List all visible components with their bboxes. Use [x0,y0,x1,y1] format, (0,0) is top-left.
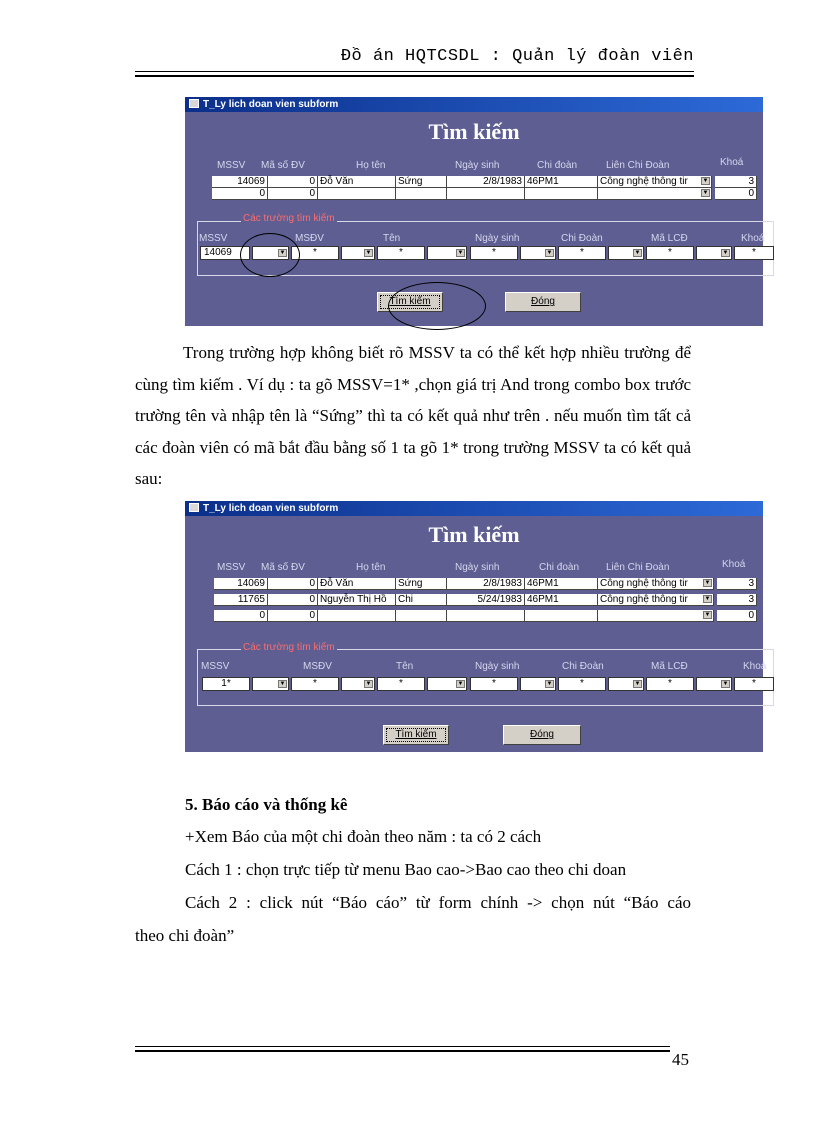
cell-chidoan[interactable]: 46PM1 [525,176,598,188]
section-line-3: Cách 2 : click nút “Báo cáo” từ form chính -> chọn nút “Báo cáo [185,893,691,912]
cell-lcd[interactable] [598,176,712,188]
cell-ngaysinh[interactable]: 2/8/1983 [447,578,525,590]
search-input-ngaysinh[interactable]: * [470,677,518,691]
cell-lcd[interactable] [598,578,714,590]
search-input-khoa[interactable]: * [734,246,774,260]
search-button[interactable]: Tìm kiếm [377,292,443,312]
search-input-mssv[interactable]: 1* [202,677,250,691]
search-combo-6[interactable] [696,246,732,260]
search-label-khoa: Khoá [741,233,765,244]
cell-mssv[interactable]: 11765 [214,594,268,606]
search-label-mssv: MSSV [201,661,230,672]
search-button[interactable]: Tìm kiếm [383,725,449,745]
paragraph-1: Trong trường hợp không biết rõ MSSV ta có thể kết hợp nhiều trường để cùng tìm kiếm . Ví dụ : ta gõ MSSV=1* ,chọn giá trị And trong combo box trước trường tên và nhập tên là “Sứng” thì ta có kết quả như trên . nếu muốn tìm tất cả các đoàn viên có mã bắt đầu bằng số 1 ta gõ 1* trong trường MSSV ta có kết quả sau: [135,343,691,488]
chevron-down-icon[interactable]: ▼ [546,250,553,256]
header-rule-2 [135,75,694,77]
search-label-chidoan: Chi Đoàn [561,233,603,244]
page-header-title: Đồ án HQTCSDL : Quản lý đoàn viên [340,47,694,66]
footer-rule [135,1046,670,1047]
access-form-screenshot-2 [185,501,767,752]
search-label-khoa: Khoá [743,661,767,672]
chevron-down-icon[interactable]: ▼ [702,178,709,184]
search-label-malcd: Mã LCĐ [651,233,688,244]
search-combo-3[interactable] [427,677,467,691]
chevron-down-icon[interactable]: ▼ [457,250,464,256]
cell-khoa[interactable]: 0 [717,610,757,622]
search-input-ten[interactable]: * [377,246,425,260]
chevron-down-icon[interactable]: ▼ [704,596,711,602]
cell-ten[interactable]: Sứng [396,176,447,188]
search-label-mssv: MSSV [199,233,228,244]
search-input-chidoan[interactable]: * [558,246,606,260]
col-label-chidoan: Chi đoàn [539,562,580,573]
chevron-down-icon[interactable]: ▼ [546,681,553,687]
close-button[interactable]: Đóng [505,292,581,312]
search-input-msdv[interactable]: * [291,677,339,691]
search-combo-2[interactable] [341,246,375,260]
cell-chidoan[interactable]: 46PM1 [525,578,598,590]
search-combo-6[interactable] [696,677,732,691]
cell-khoa[interactable]: 3 [715,176,757,188]
search-input-chidoan[interactable]: * [558,677,606,691]
search-combo-1[interactable] [252,677,289,691]
footer-rule-2 [135,1050,670,1052]
cell-lcd[interactable] [598,610,714,622]
col-label-mssv: MSSV [217,562,246,573]
cell-lcd-text: Công nghệ thông tir [600,176,688,187]
form-window-title: T_Ly lich doan vien subform [203,503,339,514]
cell-mssv[interactable]: 14069 [214,578,268,590]
close-button[interactable]: Đóng [503,725,581,745]
cell-lcd-text: Công nghệ thông tir [600,578,688,589]
search-input-mssv[interactable]: 14069 [200,246,250,260]
cell-msdv[interactable]: 0 [268,176,318,188]
search-label-chidoan: Chi Đoàn [562,661,604,672]
cell-ngaysinh[interactable] [447,610,525,622]
cell-ho[interactable] [318,610,396,622]
col-label-khoa: Khoá [722,559,746,570]
search-combo-5[interactable] [608,246,644,260]
col-label-ngaysinh: Ngày sinh [455,562,500,573]
col-label-lcd: Liên Chi Đoàn [606,562,670,573]
cell-ten[interactable] [396,610,447,622]
highlight-ellipse-search [388,282,486,330]
col-label-hoten: Họ tên [356,562,386,573]
cell-mssv[interactable]: 0 [212,188,268,200]
section-line-1: +Xem Báo của một chi đoàn theo năm : ta có 2 cách [185,827,542,846]
col-label-chidoan: Chi đoàn [537,160,578,171]
form-title-bar [185,501,763,516]
search-label-ngaysinh: Ngày sinh [475,661,520,672]
search-label-malcd: Mã LCĐ [651,661,688,672]
page-number: 45 [672,1050,689,1069]
col-label-hoten: Họ tên [356,160,386,171]
cell-chidoan[interactable]: 46PM1 [525,594,598,606]
form-heading: Tìm kiếm [428,522,520,547]
search-input-malcd[interactable]: * [646,246,694,260]
cell-khoa[interactable]: 0 [715,188,757,200]
chevron-down-icon[interactable]: ▼ [634,250,641,256]
cell-mssv[interactable]: 14069 [212,176,268,188]
col-label-khoa: Khoá [720,157,744,168]
section-heading: 5. Báo cáo và thống kê [185,795,348,814]
col-label-msdv: Mã số ĐV [261,562,305,573]
col-label-ngaysinh: Ngày sinh [455,160,500,171]
col-label-msdv: Mã số ĐV [261,160,305,171]
search-input-ten[interactable]: * [377,677,425,691]
search-combo-3[interactable] [427,246,467,260]
cell-ngaysinh[interactable]: 2/8/1983 [447,176,525,188]
search-combo-4[interactable] [520,677,556,691]
section-line-4: theo chi đoàn” [135,926,235,945]
search-combo-5[interactable] [608,677,644,691]
search-label-msdv: MSĐV [295,233,324,244]
cell-khoa[interactable]: 3 [717,594,757,606]
cell-msdv[interactable]: 0 [268,578,318,590]
chevron-down-icon[interactable]: ▼ [365,250,372,256]
chevron-down-icon[interactable]: ▼ [457,681,464,687]
cell-ten[interactable]: Sứng [396,578,447,590]
search-label-ten: Tên [396,661,414,672]
col-label-mssv: MSSV [217,160,246,171]
cell-lcd-text: Công nghệ thông tir [600,594,688,605]
search-group-label: Các trường tìm kiếm [243,642,335,653]
search-label-msdv: MSĐV [303,661,332,672]
cell-msdv[interactable]: 0 [268,594,318,606]
cell-ho[interactable] [318,188,396,200]
cell-ngaysinh[interactable]: 5/24/1983 [447,594,525,606]
search-label-ngaysinh: Ngày sinh [475,233,520,244]
highlight-ellipse-mssv [240,233,300,277]
section-line-2: Cách 1 : chọn trực tiếp từ menu Bao cao->Bao cao theo chi doan [185,860,627,879]
search-group-label: Các trường tìm kiếm [243,213,335,224]
search-combo-4[interactable] [520,246,556,260]
cell-lcd[interactable] [598,594,714,606]
form-title-bar [185,97,763,112]
cell-khoa[interactable]: 3 [717,578,757,590]
chevron-down-icon[interactable]: ▼ [634,681,641,687]
cell-ho[interactable]: Nguyễn Thị Hồ [318,594,396,606]
cell-ten[interactable]: Chi [396,594,447,606]
form-window-title: T_Ly lich doan vien subform [203,99,339,110]
cell-chidoan[interactable] [525,188,598,200]
header-rule [135,71,694,72]
cell-chidoan[interactable] [525,610,598,622]
search-combo-2[interactable] [341,677,375,691]
chevron-down-icon[interactable]: ▼ [702,190,709,196]
form-window-icon [189,503,199,512]
cell-ngaysinh[interactable] [447,188,525,200]
cell-lcd[interactable] [598,188,712,200]
search-input-ngaysinh[interactable]: * [470,246,518,260]
search-input-malcd[interactable]: * [646,677,694,691]
chevron-down-icon[interactable]: ▼ [722,250,729,256]
search-input-msdv[interactable]: * [291,246,339,260]
chevron-down-icon[interactable]: ▼ [722,681,729,687]
chevron-down-icon[interactable]: ▼ [704,612,711,618]
search-input-khoa[interactable]: * [734,677,774,691]
cell-ho[interactable]: Đỗ Văn [318,176,396,188]
cell-mssv[interactable]: 0 [214,610,268,622]
chevron-down-icon[interactable]: ▼ [279,250,286,256]
cell-msdv[interactable]: 0 [268,188,318,200]
chevron-down-icon[interactable]: ▼ [365,681,372,687]
cell-msdv[interactable]: 0 [268,610,318,622]
cell-ten[interactable] [396,188,447,200]
search-label-ten: Tên [383,233,401,244]
chevron-down-icon[interactable]: ▼ [704,580,711,586]
form-window-icon [189,99,199,108]
cell-ho[interactable]: Đỗ Văn [318,578,396,590]
form-heading: Tìm kiếm [428,119,520,144]
chevron-down-icon[interactable]: ▼ [279,681,286,687]
col-label-lcd: Liên Chi Đoàn [606,160,670,171]
